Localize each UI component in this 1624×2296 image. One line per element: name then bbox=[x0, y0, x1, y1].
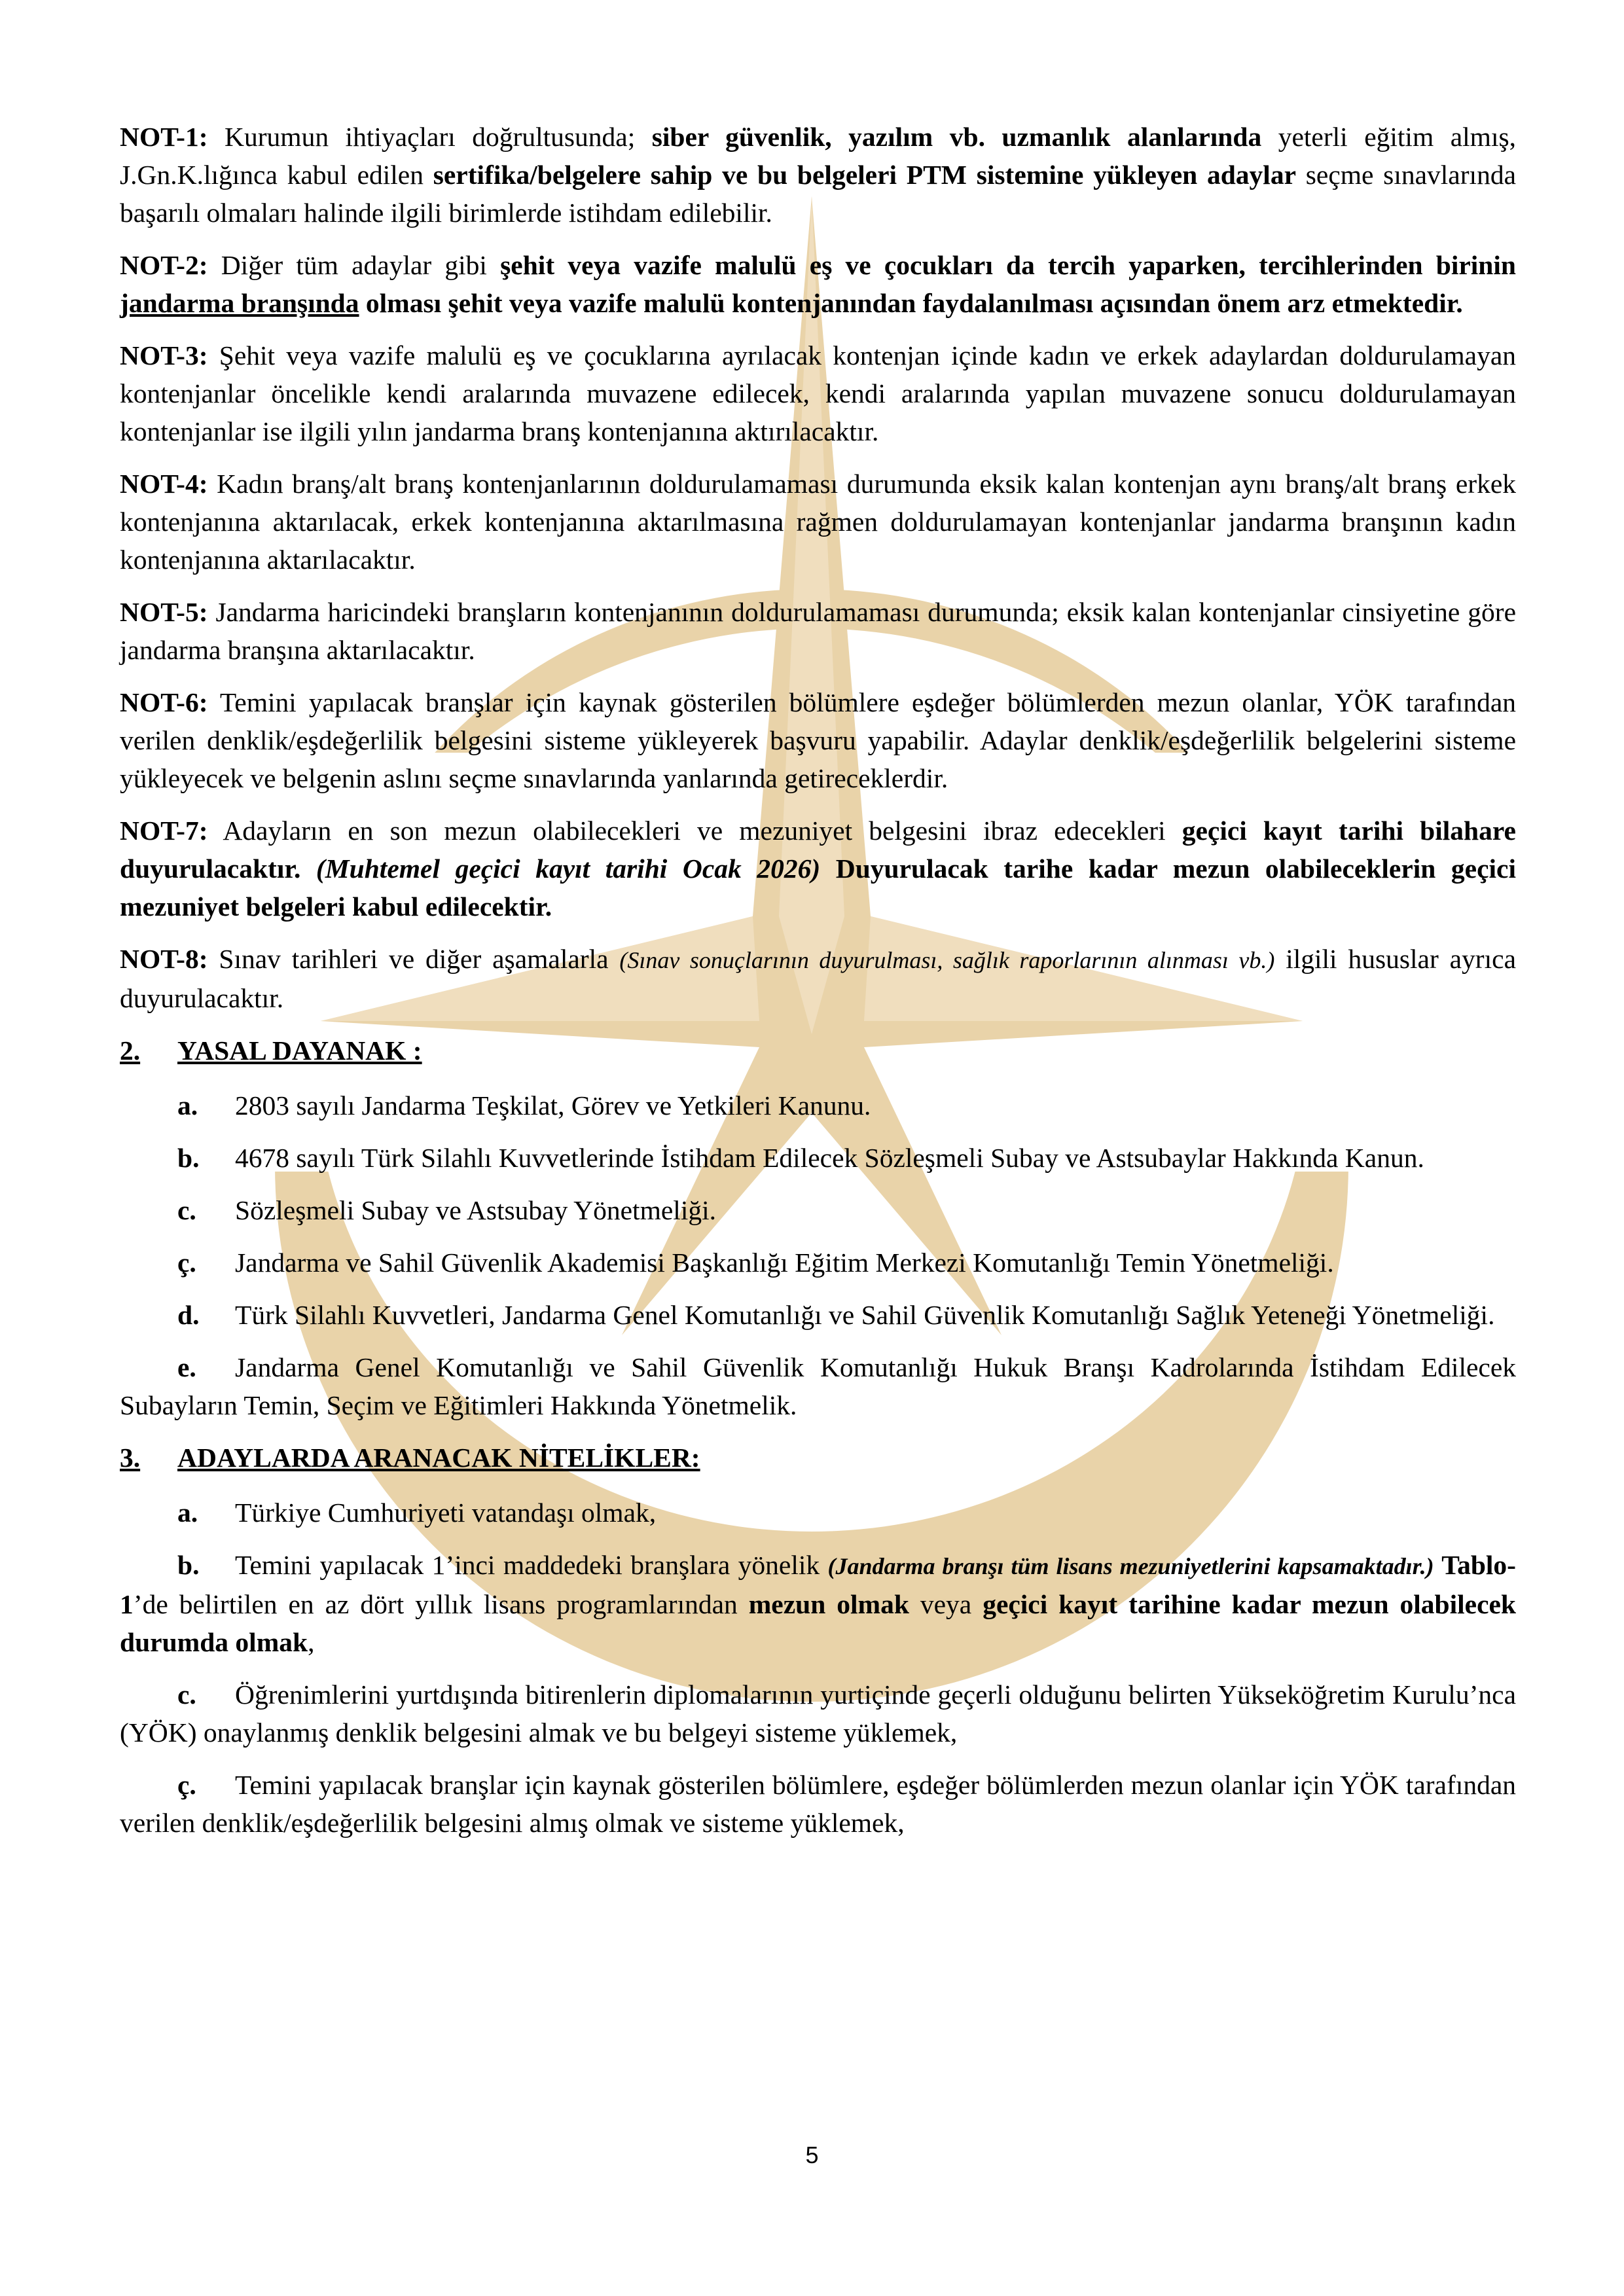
item-label: a. bbox=[177, 1090, 198, 1121]
note-label: NOT-4: bbox=[120, 469, 208, 499]
note-text: yeterli eğitim almış, J.Gn.K.lığınca kabul edilen bbox=[120, 122, 1517, 190]
section-3-heading bbox=[120, 1439, 1516, 1477]
item-label: c. bbox=[177, 1195, 196, 1225]
section-2-heading bbox=[120, 1031, 1516, 1069]
note-text: Şehit veya vazife malulü eş ve çocuklarına ayrılacak kontenjan içinde kadın ve erkek adaylardan doldurulamayan kontenjanlar öncelikle kendi aralarında muvazene edilecek, kendi aralarında yapılan muvazene sonucu doldurulamayan kontenjanlar ise ilgili yılın jandarma branş kontenjanına aktırılacaktır. bbox=[120, 340, 1516, 446]
note-label: NOT-8: bbox=[120, 944, 208, 974]
legal-item-e bbox=[120, 1348, 1516, 1424]
note-bold: siber güvenlik, yazılım vb. uzmanlık alanlarında bbox=[651, 122, 1262, 152]
qualification-item-c bbox=[120, 1676, 1516, 1751]
note-label: NOT-5: bbox=[120, 597, 208, 627]
note-text: Sınav tarihleri ve diğer aşamalarla bbox=[208, 944, 620, 974]
item-text: 4678 sayılı Türk Silahlı Kuvvetlerinde İstihdam Edilecek Sözleşmeli Subay ve Astsubaylar Hakkında Kanun. bbox=[235, 1143, 1424, 1173]
note-text: Temini yapılacak branşlar için kaynak gösterilen bölümlere eşdeğer bölümlerden mezun olanlar, YÖK tarafından verilen denklik/eşdeğerlilik belgesini sisteme yükleyerek başvuru yapabilir. Adaylar denklik/eşdeğerlilik belgelerini sisteme yükleyecek ve belgenin aslını seçme sınavlarında yanlarında getireceklerdir. bbox=[120, 687, 1516, 793]
item-label: d. bbox=[177, 1300, 200, 1330]
note-label: NOT-2: bbox=[120, 250, 208, 280]
note-text: Jandarma haricindeki branşların kontenjanının doldurulamaması durumunda; eksik kalan kontenjanlar cinsiyetine göre jandarma branşına aktarılacaktır. bbox=[120, 597, 1516, 665]
document-body bbox=[120, 118, 1516, 1856]
legal-item-c bbox=[120, 1191, 1516, 1229]
note-label: NOT-3: bbox=[120, 340, 208, 370]
item-text: Sözleşmeli Subay ve Astsubay Yönetmeliği. bbox=[235, 1195, 717, 1225]
item-bold: mezun olmak bbox=[748, 1589, 909, 1619]
item-text: veya bbox=[909, 1589, 983, 1619]
note-text: Kurumun ihtiyaçları doğrultusunda; bbox=[208, 122, 652, 152]
page-number: 5 bbox=[805, 2142, 819, 2168]
item-text: Türkiye Cumhuriyeti vatandaşı olmak, bbox=[235, 1498, 657, 1528]
item-bold: Tablo-1 bbox=[120, 1550, 1516, 1619]
qualification-item-cc bbox=[120, 1766, 1516, 1842]
note-bold: Duyurulacak tarihe kadar mezun olabileceklerin geçici mezuniyet belgeleri kabul edilecektir. bbox=[120, 853, 1517, 922]
item-text: 2803 sayılı Jandarma Teşkilat, Görev ve Yetkileri Kanunu. bbox=[235, 1090, 871, 1121]
item-label: e. bbox=[177, 1352, 196, 1382]
note-bold-underline: jandarma branşında bbox=[120, 288, 359, 318]
qualification-item-b bbox=[120, 1546, 1516, 1661]
item-text: Temini yapılacak branşlar için kaynak gösterilen bölümlere, eşdeğer bölümlerden mezun olanlar için YÖK tarafından verilen denklik/eşdeğerlilik belgesini almış olmak ve sisteme yüklemek, bbox=[120, 1770, 1516, 1838]
note-5 bbox=[120, 593, 1516, 669]
note-text: Diğer tüm adaylar gibi bbox=[208, 250, 501, 280]
note-bold: sertifika/belgelere sahip ve bu belgeleri PTM sistemine yükleyen adaylar bbox=[433, 160, 1296, 190]
item-bold-italic: (Jandarma branşı tüm lisans mezuniyetlerini kapsamaktadır.) bbox=[827, 1553, 1434, 1579]
note-bold: şehit veya vazife malulü eş ve çocukları da tercih yaparken, tercihlerinden birinin bbox=[500, 250, 1516, 280]
section-title: YASAL DAYANAK : bbox=[177, 1035, 422, 1066]
legal-item-b bbox=[120, 1139, 1516, 1177]
note-8 bbox=[120, 940, 1516, 1017]
section-number: 3. bbox=[120, 1443, 141, 1473]
note-bold: geçici kayıt tarihi bilahare duyurulacaktır. bbox=[120, 816, 1516, 884]
note-label: NOT-1: bbox=[120, 122, 208, 152]
note-text: seçme sınavlarında başarılı olmaları halinde ilgili birimlerde istihdam edilebilir. bbox=[120, 160, 1516, 228]
item-text: , bbox=[308, 1627, 315, 1657]
note-2 bbox=[120, 246, 1516, 322]
item-text: ’de belirtilen en az dört yıllık lisans programlarından bbox=[133, 1589, 749, 1619]
note-text: ilgili hususlar ayrıca duyurulacaktır. bbox=[120, 944, 1516, 1013]
note-bold: olması şehit veya vazife malulü kontenjanından faydalanılması açısından önem arz etmektedir. bbox=[359, 288, 1463, 318]
note-4 bbox=[120, 465, 1516, 579]
note-italic: (Sınav sonuçlarının duyurulması, sağlık raporlarının alınması vb.) bbox=[619, 947, 1275, 973]
note-3 bbox=[120, 336, 1516, 450]
item-label: ç. bbox=[177, 1247, 196, 1278]
item-text: Jandarma Genel Komutanlığı ve Sahil Güvenlik Komutanlığı Hukuk Branşı Kadrolarında İstihdam Edilecek Subayların Temin, Seçim ve Eğitimleri Hakkında Yönetmelik. bbox=[120, 1352, 1516, 1420]
legal-item-d bbox=[120, 1296, 1516, 1334]
item-text: Türk Silahlı Kuvvetleri, Jandarma Genel Komutanlığı ve Sahil Güvenlik Komutanlığı Sağlık Yeteneği Yönetmeliği. bbox=[235, 1300, 1495, 1330]
item-label: b. bbox=[177, 1550, 200, 1580]
section-title: ADAYLARDA ARANACAK NİTELİKLER: bbox=[177, 1443, 700, 1473]
note-1 bbox=[120, 118, 1516, 232]
item-label: a. bbox=[177, 1498, 198, 1528]
item-text: Öğrenimlerini yurtdışında bitirenlerin diplomalarının yurtiçinde geçerli olduğunu belirten Yükseköğretim Kurulu’nca (YÖK) onaylanmış denklik belgesini almak ve bu belgeyi sisteme yüklemek, bbox=[120, 1679, 1516, 1748]
note-6 bbox=[120, 683, 1516, 797]
legal-item-cc bbox=[120, 1244, 1516, 1282]
note-text: Kadın branş/alt branş kontenjanlarının doldurulamaması durumunda eksik kalan kontenjan aynı branş/alt branş erkek kontenjanına aktarılacak, erkek kontenjanına aktarılmasına rağmen doldurulamayan kontenjanlar jandarma branşının kadın kontenjanına aktarılacaktır. bbox=[120, 469, 1516, 575]
item-text: Jandarma ve Sahil Güvenlik Akademisi Başkanlığı Eğitim Merkezi Komutanlığı Temin Yönetmeliği. bbox=[235, 1247, 1334, 1278]
note-bold-italic: (Muhtemel geçici kayıt tarihi Ocak 2026) bbox=[300, 853, 821, 884]
item-label: b. bbox=[177, 1143, 200, 1173]
note-label: NOT-7: bbox=[120, 816, 208, 846]
legal-item-a bbox=[120, 1086, 1516, 1124]
item-label: c. bbox=[177, 1679, 196, 1710]
section-number: 2. bbox=[120, 1035, 141, 1066]
note-label: NOT-6: bbox=[120, 687, 208, 717]
item-bold: geçici kayıt tarihine kadar mezun olabilecek durumda olmak bbox=[120, 1589, 1516, 1657]
note-text: Adayların en son mezun olabilecekleri ve mezuniyet belgesini ibraz edecekleri bbox=[208, 816, 1182, 846]
qualification-item-a bbox=[120, 1494, 1516, 1532]
item-text: Temini yapılacak 1’inci maddedeki branşlara yönelik bbox=[235, 1550, 828, 1580]
item-label: ç. bbox=[177, 1770, 196, 1800]
note-7 bbox=[120, 812, 1516, 925]
